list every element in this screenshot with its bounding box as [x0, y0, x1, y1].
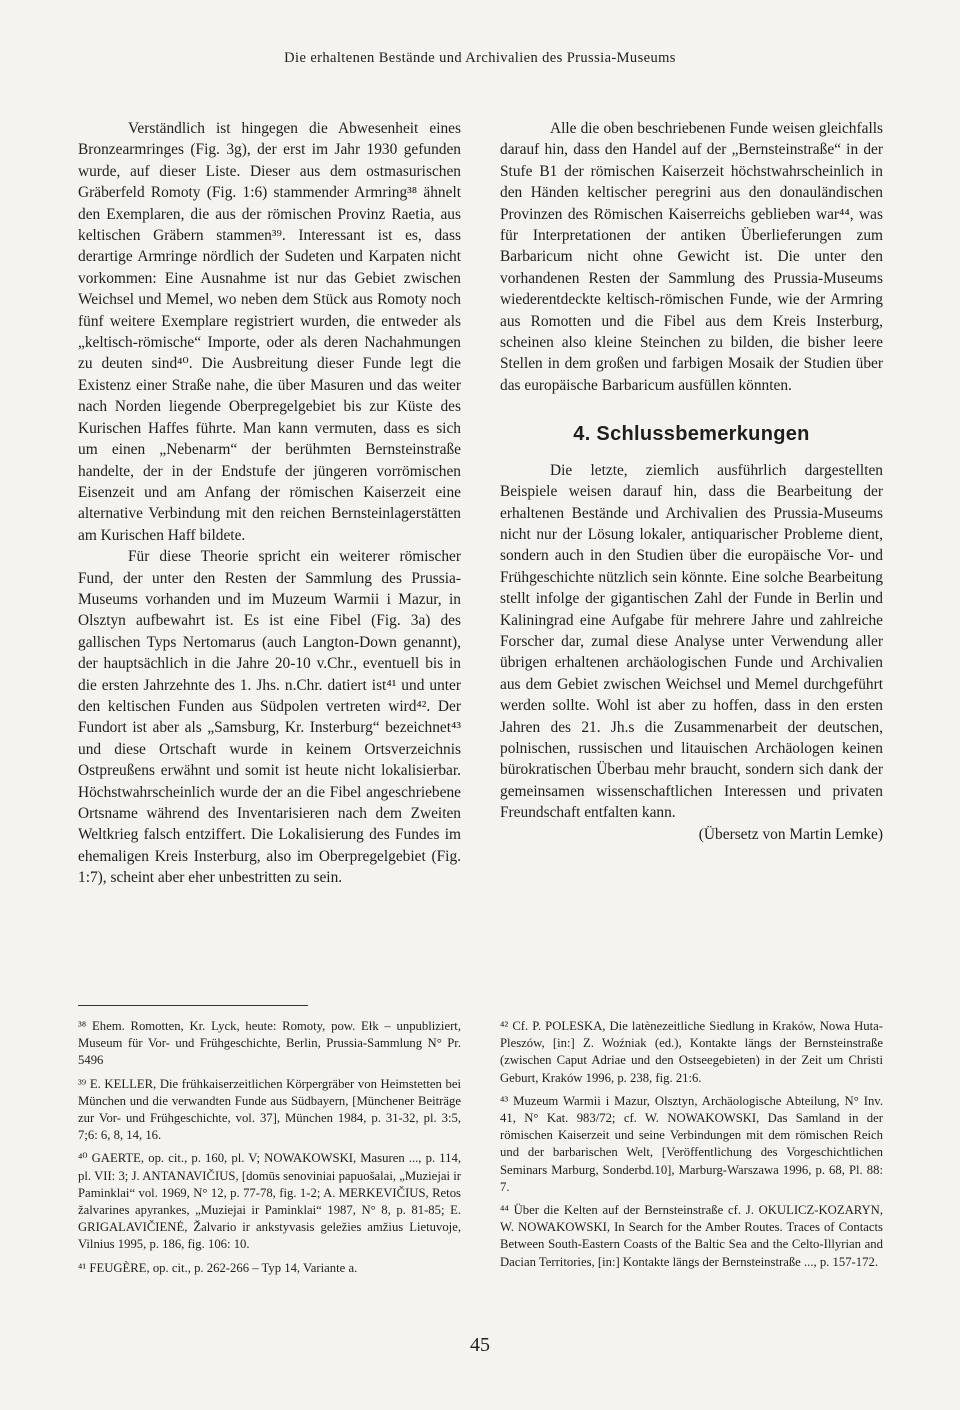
section-heading: 4. Schlussbemerkungen	[573, 423, 810, 446]
body-paragraph: Die letzte, ziemlich ausführlich dargestellten Beispiele weisen darauf hin, dass die Bearbeitung der erhaltenen Bestände und Archivalien des Prussia-Museums nicht nur der Lösung lokaler, antiquarischer Probleme dient, sondern auch in den Studien über die europäische Vor- und Frühgeschichte nützlich sein könnte. Eine solche Bearbeitung stellt infolge der gigantischen Zahl der Funde in Berlin und Kaliningrad eine Aufgabe für mehrere Jahre und zahlreiche Forscher dar, zumal diese Analyse unter Verwendung aller übrigen erhaltenen archäologischen Funde und Archivalien aus dem Gebiet zwischen Weichsel und Memel durchgeführt werden sollte. Wohl ist aber zu hoffen, dass in den ersten Jahren des 21. Jh.s die Zusammenarbeit der deutschen, polnischen, russischen und litauischen Archäologen keinen bürokratischen Überbau mehr braucht, sondern sich dank der gemeinsamen wissenschaftlichen Interessen und privaten Freundschaft entfalten kann.	[500, 461, 883, 822]
footnote-rule	[78, 1005, 308, 1006]
left-column	[78, 118, 461, 889]
page-number: 45	[470, 1334, 490, 1356]
right-column	[500, 118, 883, 845]
body-paragraph: Verständlich ist hingegen die Abwesenheit eines Bronzearmringes (Fig. 3g), der erst im Jahr 1930 gefunden wurde, auf dieser Liste. Dieser aus dem ostmasurischen Gräberfeld Romoty (Fig. 1:6) stammender Armring³⁸ ähnelt den Exemplaren, die aus der römischen Provinz Raetia, aus keltischen Gräbern stammen³⁹. Interessant ist es, dass derartige Armringe nördlich der Sudeten und Karpaten nicht vorkommen: Eine Ausnahme ist nur das Gebiet zwischen Weichsel und Memel, wo neben dem Stück aus Romoty noch fünf weitere Exemplare registriert wurden, die entweder als „keltisch-römische“ Importe, oder als deren Nachahmungen zu deuten sind⁴⁰. Die Ausbreitung dieser Funde legt die Existenz einer Straße nahe, die über Masuren und das weiter nach Norden liegende Oberpregelgebiet bis zur Küste des Kurischen Haffes führte. Man kann vermuten, dass es sich um einen „Nebenarm“ der berühmten Bernsteinstraße handelte, der in der Endstufe der jüngeren vorrömischen Eisenzeit und am Anfang der römischen Kaiserzeit eine alternative Verbindung mit den reichen Bernsteinlagerstätten am Kurischen Haff bildete.	[78, 120, 461, 544]
footnote-43: ⁴³ Muzeum Warmii i Mazur, Olsztyn, Archäologische Abteilung, N° Inv. 41, N° Kat. 983/72; cf. W. NOWAKOWSKI, Das Samland in der römischen Kaiserzeit und seine Verbindungen mit dem römischen Reich und der barbarischen Welt, [Veröffentlichung des Vorgeschichtlichen Seminars Marburg, Sonderbd.10], Marburg-Warszawa 1996, p. 68, Pl. 88: 7.	[500, 1093, 883, 1194]
footnotes-right	[500, 1018, 883, 1277]
running-head: Die erhaltenen Bestände und Archivalien des Prussia-Museums	[284, 50, 676, 66]
footnote-44: ⁴⁴ Über die Kelten auf der Bernsteinstraße cf. J. OKULICZ-KOZARYN, W. NOWAKOWSKI, In Search for the Amber Routes. Traces of Contacts Between South-Eastern Coasts of the Baltic Sea and the Celto-Illyrian and Dacian Territories, [in:] Kontakte längs der Bernsteinstraße ..., p. 157-172.	[500, 1203, 883, 1269]
footnote-42: ⁴² Cf. P. POLESKA, Die latènezeitliche Siedlung in Kraków, Nowa Huta-Pleszów, [in:] Z. Woźniak (ed.), Kontakte längs der Bernsteinstraße (zwischen Caput Adriae und den Ostseegebieten) in der Zeit um Christi Geburt, Kraków 1996, p. 238, fig. 21:6.	[500, 1019, 883, 1085]
body-paragraph: Für diese Theorie spricht ein weiterer römischer Fund, der unter den Resten der Sammlung des Prussia-Museums vorhanden und im Muzeum Warmii i Mazur, in Olsztyn aufbewahrt ist. Es ist eine Fibel (Fig. 3a) des gallischen Typs Nertomarus (auch Langton-Down genannt), der hauptsächlich in die Jahre 20-10 v.Chr., eventuell bis in die ersten Jahrzehnte des 1. Jhs. n.Chr. datiert ist⁴¹ und unter den keltischen Funden aus Südpolen vertreten wird⁴². Der Fundort ist aber als „Samsburg, Kr. Insterburg“ bezeichnet⁴³ und diese Ortschaft wurde in keinem Ortsverzeichnis Ostpreußens erwähnt und somit ist heute nicht lokalisierbar. Höchstwahrscheinlich wurde der an die Fibel angeschriebene Ortsname während des Inventarisieren nach dem Zweiten Weltkrieg falsch entziffert. Die Lokalisierung des Fundes im ehemaligen Kreis Insterburg, also im Oberpregelgebiet (Fig. 1:7), scheint aber eher unbestritten zu sein.	[78, 548, 461, 887]
footnote-39: ³⁹ E. KELLER, Die frühkaiserzeitlichen Körpergräber von Heimstetten bei München und die verwandten Funde aus Südbayern, [Münchener Beiträge zur Vor- und Frühgeschichte, vol. 37], München 1984, p. 31-32, pl. 3:5, 7;6: 6, 8, 14, 16.	[78, 1076, 461, 1143]
footnote-40: ⁴⁰ GAERTE, op. cit., p. 160, pl. V; NOWAKOWSKI, Masuren ..., p. 114, pl. VII: 3; J. ANTANAVIČIUS, [domūs senoviniai papuošalai, „Muziejai ir Paminklai“ vol. 1969, N° 12, p. 77-78, fig. 1-2; A. MERKEVIČIUS, Retos žalvarines apyrankes, „Muziejai ir Paminklai“ 1987, N° 8, p. 81-85; E. GRIGALAVIČIENĖ, Žalvario ir ankstyvasis geležies amžius Lietuvoje, Vilnius 1995, p. 186, fig. 106: 10.	[78, 1151, 461, 1252]
footnote-41: ⁴¹ FEUGÈRE, op. cit., p. 262-266 – Typ 14, Variante a.	[78, 1260, 358, 1275]
body-paragraph: Alle die oben beschriebenen Funde weisen gleichfalls darauf hin, dass den Handel auf der „Bernsteinstraße“ in der Stufe B1 der römischen Kaiserzeit höchstwahrscheinlich in den Händen keltischer peregrini aus den donauländischen Provinzen des Römischen Kaiserreichs geblieben war⁴⁴, was für Interpretationen der antiken Überlieferungen zum Barbaricum nicht ohne Gewicht ist. Die unter den vorhandenen Resten der Sammlung des Prussia-Museums wiederentdeckte keltisch-römischen Funde, wie der Armring aus Romotten und die Fibel aus dem Kreis Insterburg, scheinen also kleine Steinchen zu bilden, die bisher leere Stellen in dem großen und farbigen Mosaik der Studien über das europäische Barbaricum ausfüllen könnten.	[500, 120, 883, 394]
translator-credit: (Übersetz von Martin Lemke)	[698, 825, 883, 843]
footnotes-left	[78, 1018, 461, 1283]
footnote-38: ³⁸ Ehem. Romotten, Kr. Lyck, heute: Romoty, pow. Ełk – unpubliziert, Museum für Vor- und Frühgeschichte, Berlin, Prussia-Sammlung N° Pr. 5496	[78, 1019, 461, 1068]
